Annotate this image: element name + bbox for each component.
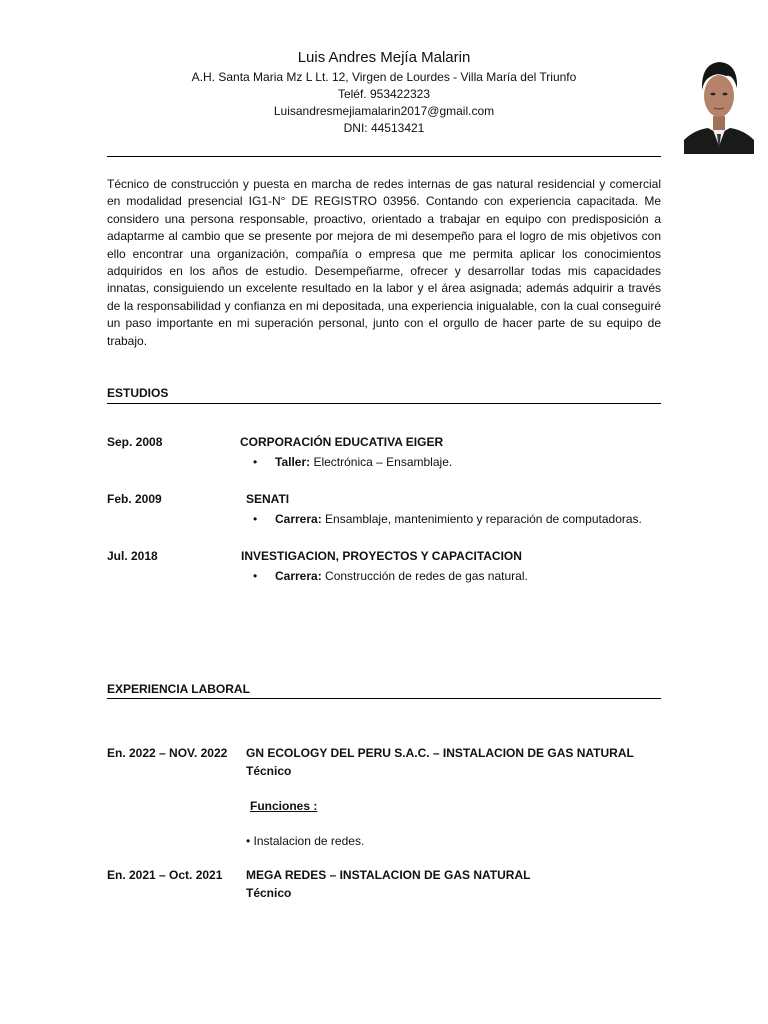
job-company: GN ECOLOGY DEL PERU S.A.C. – INSTALACION DE GAS NATURAL [246, 746, 634, 760]
study-detail-label: Carrera: [275, 512, 322, 526]
study-date: Sep. 2008 [107, 435, 163, 449]
experience-divider [107, 698, 661, 699]
email: Luisandresmejiamalarin2017@gmail.com [273, 104, 495, 118]
bullet-icon: • [253, 455, 258, 469]
function-item: • Instalacion de redes. [246, 834, 365, 848]
job-date: En. 2022 – NOV. 2022 [107, 746, 228, 760]
study-institution: INVESTIGACION, PROYECTOS Y CAPACITACION [241, 549, 522, 563]
study-detail-text: Construcción de redes de gas natural. [321, 569, 528, 583]
study-detail-label: Taller: [275, 455, 311, 469]
study-detail-label: Carrera: [275, 569, 322, 583]
dni: DNI: 44513421 [343, 121, 425, 135]
address: A.H. Santa Maria Mz L Lt. 12, Virgen de Lourdes - Villa María del Triunfo [191, 70, 577, 84]
job-company: MEGA REDES – INSTALACION DE GAS NATURAL [246, 868, 531, 882]
profile-photo [684, 50, 754, 154]
person-portrait-icon [684, 50, 754, 154]
study-detail [275, 569, 528, 583]
study-detail-text: Ensamblaje, mantenimiento y reparación de computadoras. [321, 512, 642, 526]
person-name: Luis Andres Mejía Malarin [297, 49, 471, 66]
job-role: Técnico [246, 886, 292, 900]
studies-heading: ESTUDIOS [107, 386, 169, 400]
study-detail [275, 512, 642, 526]
study-detail [275, 455, 452, 469]
studies-divider [107, 403, 661, 404]
functions-label: Funciones : [250, 799, 318, 813]
experience-heading: EXPERIENCIA LABORAL [107, 682, 250, 696]
study-date: Jul. 2018 [107, 549, 158, 563]
bullet-icon: • [253, 569, 258, 583]
profile-summary: Técnico de construcción y puesta en marcha de redes internas de gas natural residencial y comercial en modalidad presencial IG1-N° DE REGISTRO 03956. Contando con experiencia capacitada. Me considero una persona responsable, proactivo, orientado a trabajar en equipo con predisposición a adaptarme al cambio que se presente por mejora de mi desempeño para el logro de mis objetivos con ello encontrar una organización, compañía o empresa que me permita aplicar los conocimientos adquiridos en los años de estudio. Desempeñarme, ofrecer y desarrollar todas mis capacidades innatas, consiguiendo un excelente resultado en la labor y el área asignada; además adquirir a través de la responsabilidad y confianza en mi depositada, una experiencia inigualable, con la cual conseguiré un paso importante en mi superación personal, junto con el orgullo de hacer parte de su equipo de trabajo. [107, 177, 661, 348]
job-date: En. 2021 – Oct. 2021 [107, 868, 223, 882]
study-institution: CORPORACIÓN EDUCATIVA EIGER [240, 435, 444, 449]
header-divider [107, 156, 661, 157]
study-institution: SENATI [246, 492, 290, 506]
phone: Teléf. 953422323 [337, 87, 431, 101]
study-detail-text: Electrónica – Ensamblaje. [310, 455, 453, 469]
study-date: Feb. 2009 [107, 492, 162, 506]
bullet-icon: • [253, 512, 258, 526]
cv-header [100, 48, 668, 137]
job-role: Técnico [246, 764, 292, 778]
